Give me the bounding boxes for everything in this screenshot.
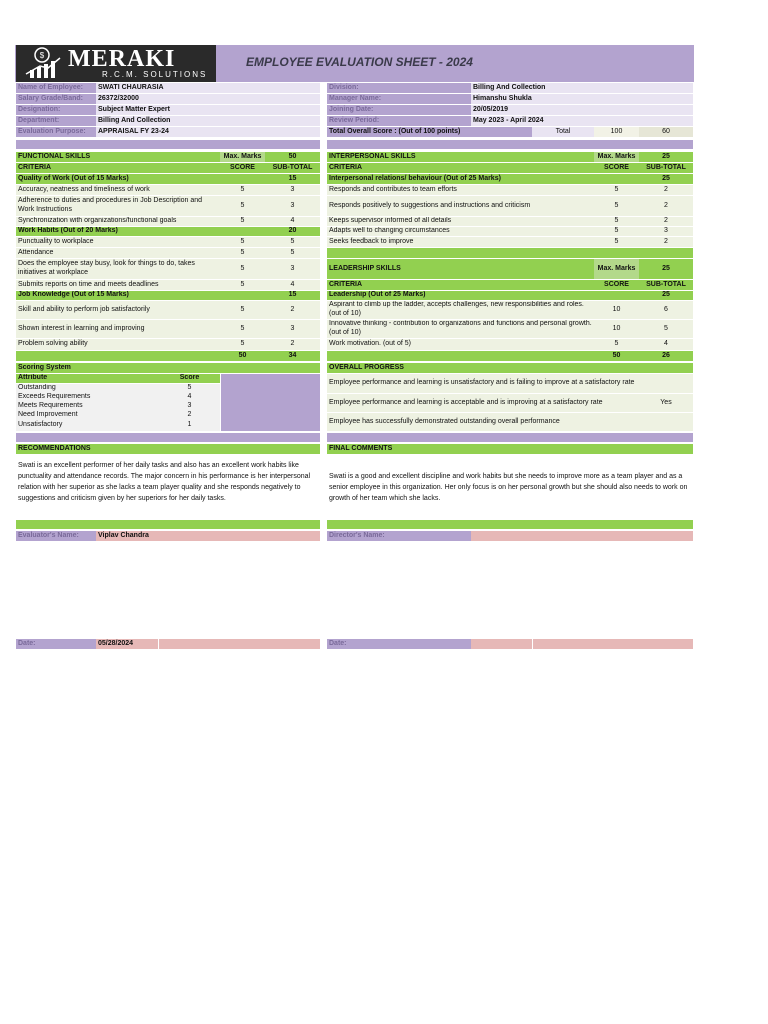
scoring-table-header [16, 374, 220, 383]
score-header: Score [179, 374, 200, 382]
category-row [327, 174, 693, 184]
info-value: 20/05/2019 [471, 105, 693, 115]
section-divider [16, 140, 320, 149]
scoring-row [16, 402, 220, 411]
criteria-row [16, 320, 320, 338]
company-logo [16, 45, 216, 82]
interpersonal-skills-header [327, 152, 693, 162]
total-score: 34 [288, 351, 297, 359]
criteria-score: 3 [290, 324, 295, 332]
criteria-text: Punctuality to workplace [18, 237, 94, 245]
criteria-header [327, 280, 693, 290]
info-value: Himanshu Shukla [471, 94, 693, 104]
final-comments-header [327, 444, 693, 454]
criteria-score: 2 [664, 201, 668, 209]
info-value: Billing And Collection [471, 83, 693, 93]
logo-graphic-icon [22, 46, 62, 80]
section-title: FINAL COMMENTS [329, 444, 393, 452]
criteria-score: 2 [664, 237, 668, 245]
criteria-score: 6 [664, 305, 668, 313]
section-title: Scoring System [18, 363, 71, 371]
overall-score: 60 [639, 127, 693, 137]
criteria-score: 2 [290, 305, 295, 313]
info-value: SWATI CHAURASIA [96, 83, 320, 93]
category-title: Interpersonal relations/ behaviour (Out of 25 Marks) [329, 174, 501, 182]
evaluator-row [16, 531, 320, 541]
leadership-skills-header [327, 259, 693, 279]
max-marks-label: Max. Marks [220, 152, 265, 162]
attribute: Exceeds Requirements [18, 393, 91, 401]
attribute: Outstanding [18, 384, 56, 392]
attribute-score: 2 [187, 411, 192, 419]
date-value: 05/28/2024 [96, 639, 158, 649]
criteria-score: 3 [664, 227, 668, 235]
criteria-header [327, 163, 693, 173]
criteria-label: CRITERIA [18, 163, 52, 171]
attribute-header: Attribute [18, 374, 48, 382]
overall-score-label: Total Overall Score : (Out of 100 points) [327, 127, 532, 137]
scoring-side-block [221, 374, 320, 431]
criteria-text: Seeks feedback to improve [329, 237, 414, 245]
logo-subtitle: R.C.M. SOLUTIONS [102, 70, 208, 79]
criteria-max: 5 [240, 280, 245, 288]
criteria-text: Responds and contributes to team efforts [329, 185, 457, 193]
section-divider [327, 433, 693, 442]
date-label: Date: [16, 639, 96, 649]
criteria-max: 5 [240, 264, 245, 272]
criteria-max: 5 [614, 227, 619, 235]
attribute-score: 1 [187, 421, 192, 429]
info-value: 26372/32000 [96, 94, 320, 104]
attribute: Meets Requirements [18, 402, 83, 410]
progress-row [327, 394, 693, 412]
page-title: EMPLOYEE EVALUATION SHEET - 2024 [246, 55, 473, 69]
progress-mark [639, 413, 693, 431]
date-value [471, 639, 532, 649]
criteria-row [327, 217, 693, 226]
info-label: Department: [16, 116, 96, 126]
criteria-row [327, 301, 693, 319]
info-row [327, 94, 693, 104]
criteria-row [16, 280, 320, 290]
subtotal-header: SUB-TOTAL [646, 163, 686, 171]
criteria-max: 5 [240, 217, 245, 225]
criteria-text: Synchronization with organizations/functional goals [18, 217, 177, 225]
recommendations-header [16, 444, 320, 454]
director-label: Director's Name: [327, 531, 471, 541]
info-label: Division: [327, 83, 471, 93]
criteria-text: Problem solving ability [18, 340, 88, 348]
criteria-row [327, 237, 693, 247]
criteria-text: Does the employee stay busy, look for things to do, takes initiatives at workplace [18, 260, 195, 276]
total-score: 26 [662, 351, 670, 359]
criteria-row [16, 259, 320, 279]
score-header: SCORE [604, 163, 629, 171]
criteria-text: Adherence to duties and procedures in Job Description and Work Instructions [18, 197, 203, 213]
criteria-score: 5 [664, 324, 668, 332]
criteria-max: 10 [612, 324, 621, 332]
progress-text: Employee has successfully demonstrated outstanding overall performance [329, 417, 560, 425]
recommendations-text: Swati is an excellent performer of her daily tasks and also has an excellent work habits like punctuality and attendance records. The major concern in his performance is her interpersonal relation with her superior as she lacks a team player quality and she responds negatively to suggestions and criticism given by her superiors for her daily tasks. [18, 462, 311, 502]
criteria-text: Responds positively to suggestions and instructions and criticism [329, 201, 531, 209]
total-row [16, 351, 320, 361]
info-value: May 2023 - April 2024 [471, 116, 693, 126]
max-marks-value: 25 [662, 264, 670, 272]
date-row [16, 639, 320, 649]
criteria-score: 4 [290, 217, 295, 225]
overall-total-label: Total [532, 127, 594, 137]
category-row [327, 291, 693, 300]
criteria-row [327, 185, 693, 195]
criteria-max: 5 [240, 201, 245, 209]
category-row [16, 227, 320, 236]
section-title: RECOMMENDATIONS [18, 444, 91, 452]
criteria-score: 2 [664, 185, 668, 193]
category-subtotal: 25 [662, 291, 670, 299]
total-max: 50 [238, 351, 247, 359]
date-label: Date: [327, 639, 471, 649]
max-marks-label: Max. Marks [594, 152, 639, 162]
director-row [327, 531, 693, 541]
total-row [327, 351, 693, 361]
progress-text: Employee performance and learning is unsatisfactory and is failing to improve at a satisfactory rate [329, 379, 635, 387]
date-row [327, 639, 693, 649]
criteria-text: Innovative thinking - contribution to organizations and functions and personal growth. (out of 10) [329, 320, 592, 336]
progress-text: Employee performance and learning is acceptable and is improving at a satisfactory rate [329, 398, 603, 406]
criteria-max: 10 [612, 305, 621, 313]
criteria-score: 3 [290, 185, 295, 193]
category-subtotal: 15 [288, 291, 297, 299]
section-divider [327, 520, 693, 529]
attribute-score: 5 [187, 384, 192, 392]
info-value: Billing And Collection [96, 116, 320, 126]
max-marks-value: 25 [662, 152, 670, 160]
section-title: OVERALL PROGRESS [329, 363, 404, 371]
criteria-score: 4 [664, 340, 668, 348]
attribute-score: 3 [187, 402, 192, 410]
attribute: Unsatisfactory [18, 421, 63, 429]
category-title: Leadership (Out of 25 Marks) [329, 291, 426, 299]
info-label: Joining Date: [327, 105, 471, 115]
overall-max: 100 [594, 127, 639, 137]
criteria-text: Work motivation. (out of 5) [329, 340, 411, 348]
criteria-label: CRITERIA [329, 163, 363, 171]
criteria-score: 5 [290, 237, 295, 245]
scoring-row [16, 384, 220, 393]
signature-cell [532, 639, 693, 649]
criteria-score: 2 [290, 340, 295, 348]
criteria-max: 5 [240, 324, 245, 332]
svg-text:$: $ [39, 51, 45, 60]
section-divider [16, 520, 320, 529]
criteria-row [16, 339, 320, 350]
progress-row [327, 413, 693, 431]
criteria-max: 5 [240, 185, 245, 193]
info-row [16, 116, 320, 126]
info-value: Subject Matter Expert [96, 105, 320, 115]
criteria-score: 2 [664, 217, 668, 225]
category-title: Job Knowledge (Out of 15 Marks) [18, 291, 129, 299]
category-title: Quality of Work (Out of 15 Marks) [18, 174, 129, 182]
criteria-text: Aspirant to climb up the ladder, accepts challenges, new responsibilities and roles. (out of 10) [329, 301, 584, 317]
category-row [16, 174, 320, 184]
max-marks-value: 50 [288, 152, 297, 160]
criteria-text: Accuracy, neatness and timeliness of work [18, 185, 150, 193]
subtotal-header: SUB-TOTAL [646, 280, 686, 288]
scoring-row [16, 420, 220, 431]
criteria-row [16, 301, 320, 319]
progress-row [327, 374, 693, 393]
max-marks-label: Max. Marks [594, 259, 639, 279]
criteria-text: Submits reports on time and meets deadlines [18, 280, 159, 288]
category-subtotal: 25 [662, 174, 670, 182]
criteria-score: 3 [290, 201, 295, 209]
criteria-label: CRITERIA [329, 280, 363, 288]
criteria-max: 5 [614, 340, 619, 348]
criteria-text: Keeps supervisor informed of all details [329, 217, 452, 225]
final-comments-text: Swati is a good and excellent discipline and work habits but she needs to improve more as a team player and as a senior employee in this organization. Her only focus is on her personal growth but she should also needs to work on growth of her team which she lacks. [329, 473, 688, 502]
criteria-max: 5 [240, 237, 245, 245]
info-row [16, 127, 320, 137]
criteria-text: Attendance [18, 248, 54, 256]
criteria-row [327, 227, 693, 236]
attribute-score: 4 [187, 393, 192, 401]
criteria-row [327, 339, 693, 350]
overall-progress-header [327, 363, 693, 373]
functional-skills-header [16, 152, 320, 162]
progress-mark: Yes [660, 398, 672, 406]
criteria-row [327, 196, 693, 216]
info-label: Designation: [16, 105, 96, 115]
info-row [16, 105, 320, 115]
info-row [327, 83, 693, 93]
criteria-score: 4 [290, 280, 295, 288]
evaluator-name: Viplav Chandra [96, 531, 320, 541]
overall-score-row [327, 127, 693, 137]
criteria-max: 5 [240, 248, 245, 256]
logo-name: MERAKI [68, 46, 176, 72]
criteria-score: 5 [290, 248, 295, 256]
scoring-row [16, 393, 220, 402]
criteria-row [16, 196, 320, 216]
info-label: Evaluation Purpose: [16, 127, 96, 137]
section-title: INTERPERSONAL SKILLS [329, 152, 416, 160]
criteria-max: 5 [614, 217, 619, 225]
criteria-row [16, 217, 320, 226]
score-header: SCORE [604, 280, 629, 288]
section-title: LEADERSHIP SKILLS [329, 264, 401, 272]
criteria-max: 5 [240, 305, 245, 313]
criteria-text: Shown interest in learning and improving [18, 324, 145, 332]
progress-mark [639, 374, 693, 393]
category-title: Work Habits (Out of 20 Marks) [18, 227, 118, 235]
info-label: Review Period: [327, 116, 471, 126]
attribute: Need Improvement [18, 411, 78, 419]
info-label: Salary Grade/Band: [16, 94, 96, 104]
criteria-text: Skill and ability to perform job satisfactorily [18, 305, 150, 313]
score-header: SCORE [230, 163, 255, 171]
section-title: FUNCTIONAL SKILLS [18, 152, 91, 160]
info-row [16, 94, 320, 104]
section-divider [16, 433, 320, 442]
spacer-row [327, 248, 693, 258]
info-row [327, 116, 693, 126]
signature-cell [158, 639, 320, 649]
total-max: 50 [612, 351, 621, 359]
criteria-row [327, 320, 693, 338]
criteria-row [16, 185, 320, 195]
category-subtotal: 15 [288, 174, 297, 182]
criteria-max: 5 [614, 237, 619, 245]
category-row [16, 291, 320, 300]
evaluator-label: Evaluator's Name: [16, 531, 96, 541]
scoring-system-header [16, 363, 320, 373]
info-row [327, 105, 693, 115]
criteria-max: 5 [614, 201, 619, 209]
subtotal-header: SUB-TOTAL [272, 163, 313, 171]
info-label: Manager Name: [327, 94, 471, 104]
criteria-text: Adapts well to changing circumstances [329, 227, 450, 235]
criteria-max: 5 [614, 185, 619, 193]
criteria-row [16, 248, 320, 258]
section-divider [327, 140, 693, 149]
scoring-row [16, 411, 220, 420]
info-value: APPRAISAL FY 23-24 [96, 127, 320, 137]
criteria-max: 5 [240, 340, 245, 348]
info-label: Name of Employee: [16, 83, 96, 93]
criteria-row [16, 237, 320, 247]
director-name [471, 531, 693, 541]
category-subtotal: 20 [288, 227, 297, 235]
info-row [16, 83, 320, 93]
criteria-score: 3 [290, 264, 295, 272]
criteria-header [16, 163, 320, 173]
